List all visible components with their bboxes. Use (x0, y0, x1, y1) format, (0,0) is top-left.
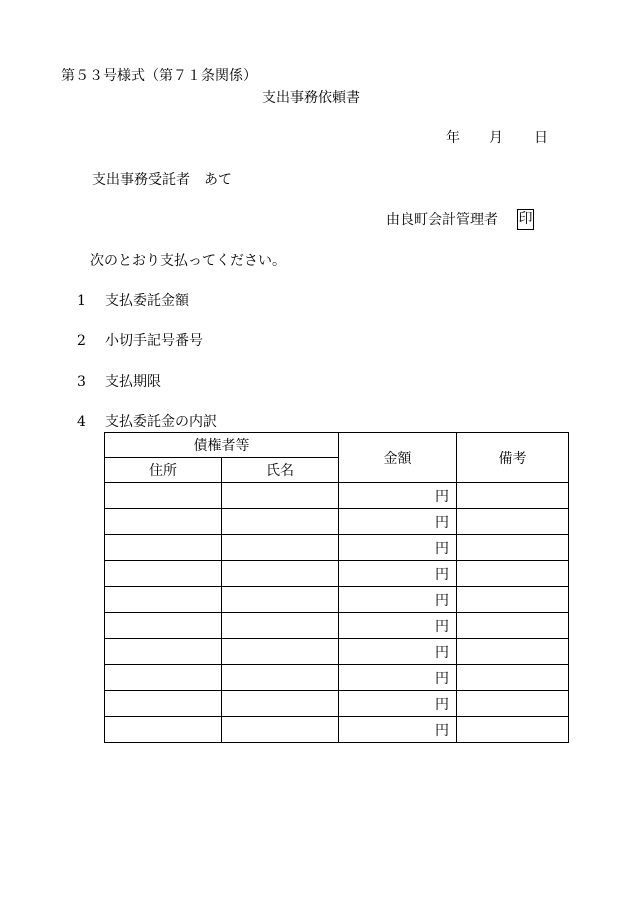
amount-cell[interactable] (339, 561, 457, 587)
remarks-cell[interactable] (457, 535, 569, 561)
amount-cell[interactable] (339, 717, 457, 743)
name-cell[interactable] (222, 483, 339, 509)
remarks-cell[interactable] (457, 691, 569, 717)
item-number: 1 (77, 293, 86, 309)
seal-box: 印 (517, 209, 534, 230)
date-year-label: 年 (446, 130, 460, 146)
amount-cell[interactable] (339, 665, 457, 691)
yen-unit: 円 (435, 618, 449, 635)
remarks-cell[interactable] (457, 483, 569, 509)
item-label-breakdown: 支払委託金の内訳 (105, 414, 217, 430)
amount-cell[interactable] (339, 509, 457, 535)
address-cell[interactable] (105, 691, 222, 717)
table-row (105, 665, 569, 691)
yen-unit: 円 (435, 722, 449, 739)
address-cell[interactable] (105, 535, 222, 561)
issuer-name: 由良町会計管理者 (386, 212, 498, 228)
yen-unit: 円 (435, 566, 449, 583)
remarks-cell[interactable] (457, 509, 569, 535)
table-row (105, 561, 569, 587)
date-month-label: 月 (489, 130, 503, 146)
name-cell[interactable] (222, 587, 339, 613)
yen-unit: 円 (435, 540, 449, 557)
name-cell[interactable] (222, 639, 339, 665)
remarks-cell[interactable] (457, 639, 569, 665)
table-row (105, 691, 569, 717)
remarks-cell[interactable] (457, 717, 569, 743)
address-cell[interactable] (105, 483, 222, 509)
address-cell[interactable] (105, 665, 222, 691)
date-day-label: 日 (534, 130, 548, 146)
creditor-header: 債権者等 (105, 433, 339, 458)
address-cell[interactable] (105, 717, 222, 743)
remarks-cell[interactable] (457, 665, 569, 691)
name-cell[interactable] (222, 561, 339, 587)
remarks-cell[interactable] (457, 561, 569, 587)
name-cell[interactable] (222, 509, 339, 535)
item-label-payment-amount: 支払委託金額 (105, 293, 189, 309)
address-cell[interactable] (105, 561, 222, 587)
amount-cell[interactable] (339, 587, 457, 613)
item-label-payment-deadline: 支払期限 (105, 374, 161, 390)
addressee: 支出事務受託者 あて (92, 172, 232, 188)
amount-header: 金額 (339, 433, 457, 483)
table-row (105, 483, 569, 509)
request-text: 次のとおり支払ってください。 (90, 253, 286, 269)
yen-unit: 円 (435, 488, 449, 505)
table-row (105, 535, 569, 561)
document-title: 支出事務依頼書 (262, 90, 360, 106)
amount-cell[interactable] (339, 691, 457, 717)
table-row (105, 717, 569, 743)
amount-cell[interactable] (339, 483, 457, 509)
yen-unit: 円 (435, 514, 449, 531)
item-number: 3 (77, 374, 86, 390)
breakdown-table (104, 432, 569, 743)
name-cell[interactable] (222, 665, 339, 691)
amount-cell[interactable] (339, 639, 457, 665)
item-number: 4 (77, 414, 86, 430)
address-cell[interactable] (105, 587, 222, 613)
yen-unit: 円 (435, 644, 449, 661)
table-row (105, 509, 569, 535)
amount-cell[interactable] (339, 535, 457, 561)
name-cell[interactable] (222, 717, 339, 743)
name-header: 氏名 (222, 458, 339, 483)
form-number: 第５３号様式（第７１条関係） (61, 68, 257, 84)
item-label-check-number: 小切手記号番号 (105, 333, 203, 349)
address-cell[interactable] (105, 639, 222, 665)
yen-unit: 円 (435, 670, 449, 687)
remarks-header: 備考 (457, 433, 569, 483)
amount-cell[interactable] (339, 613, 457, 639)
remarks-cell[interactable] (457, 587, 569, 613)
address-cell[interactable] (105, 509, 222, 535)
address-cell[interactable] (105, 613, 222, 639)
yen-unit: 円 (435, 592, 449, 609)
name-cell[interactable] (222, 535, 339, 561)
table-row (105, 639, 569, 665)
remarks-cell[interactable] (457, 613, 569, 639)
item-number: 2 (77, 333, 86, 349)
name-cell[interactable] (222, 691, 339, 717)
address-header: 住所 (105, 458, 222, 483)
name-cell[interactable] (222, 613, 339, 639)
yen-unit: 円 (435, 696, 449, 713)
table-row (105, 587, 569, 613)
table-row (105, 613, 569, 639)
